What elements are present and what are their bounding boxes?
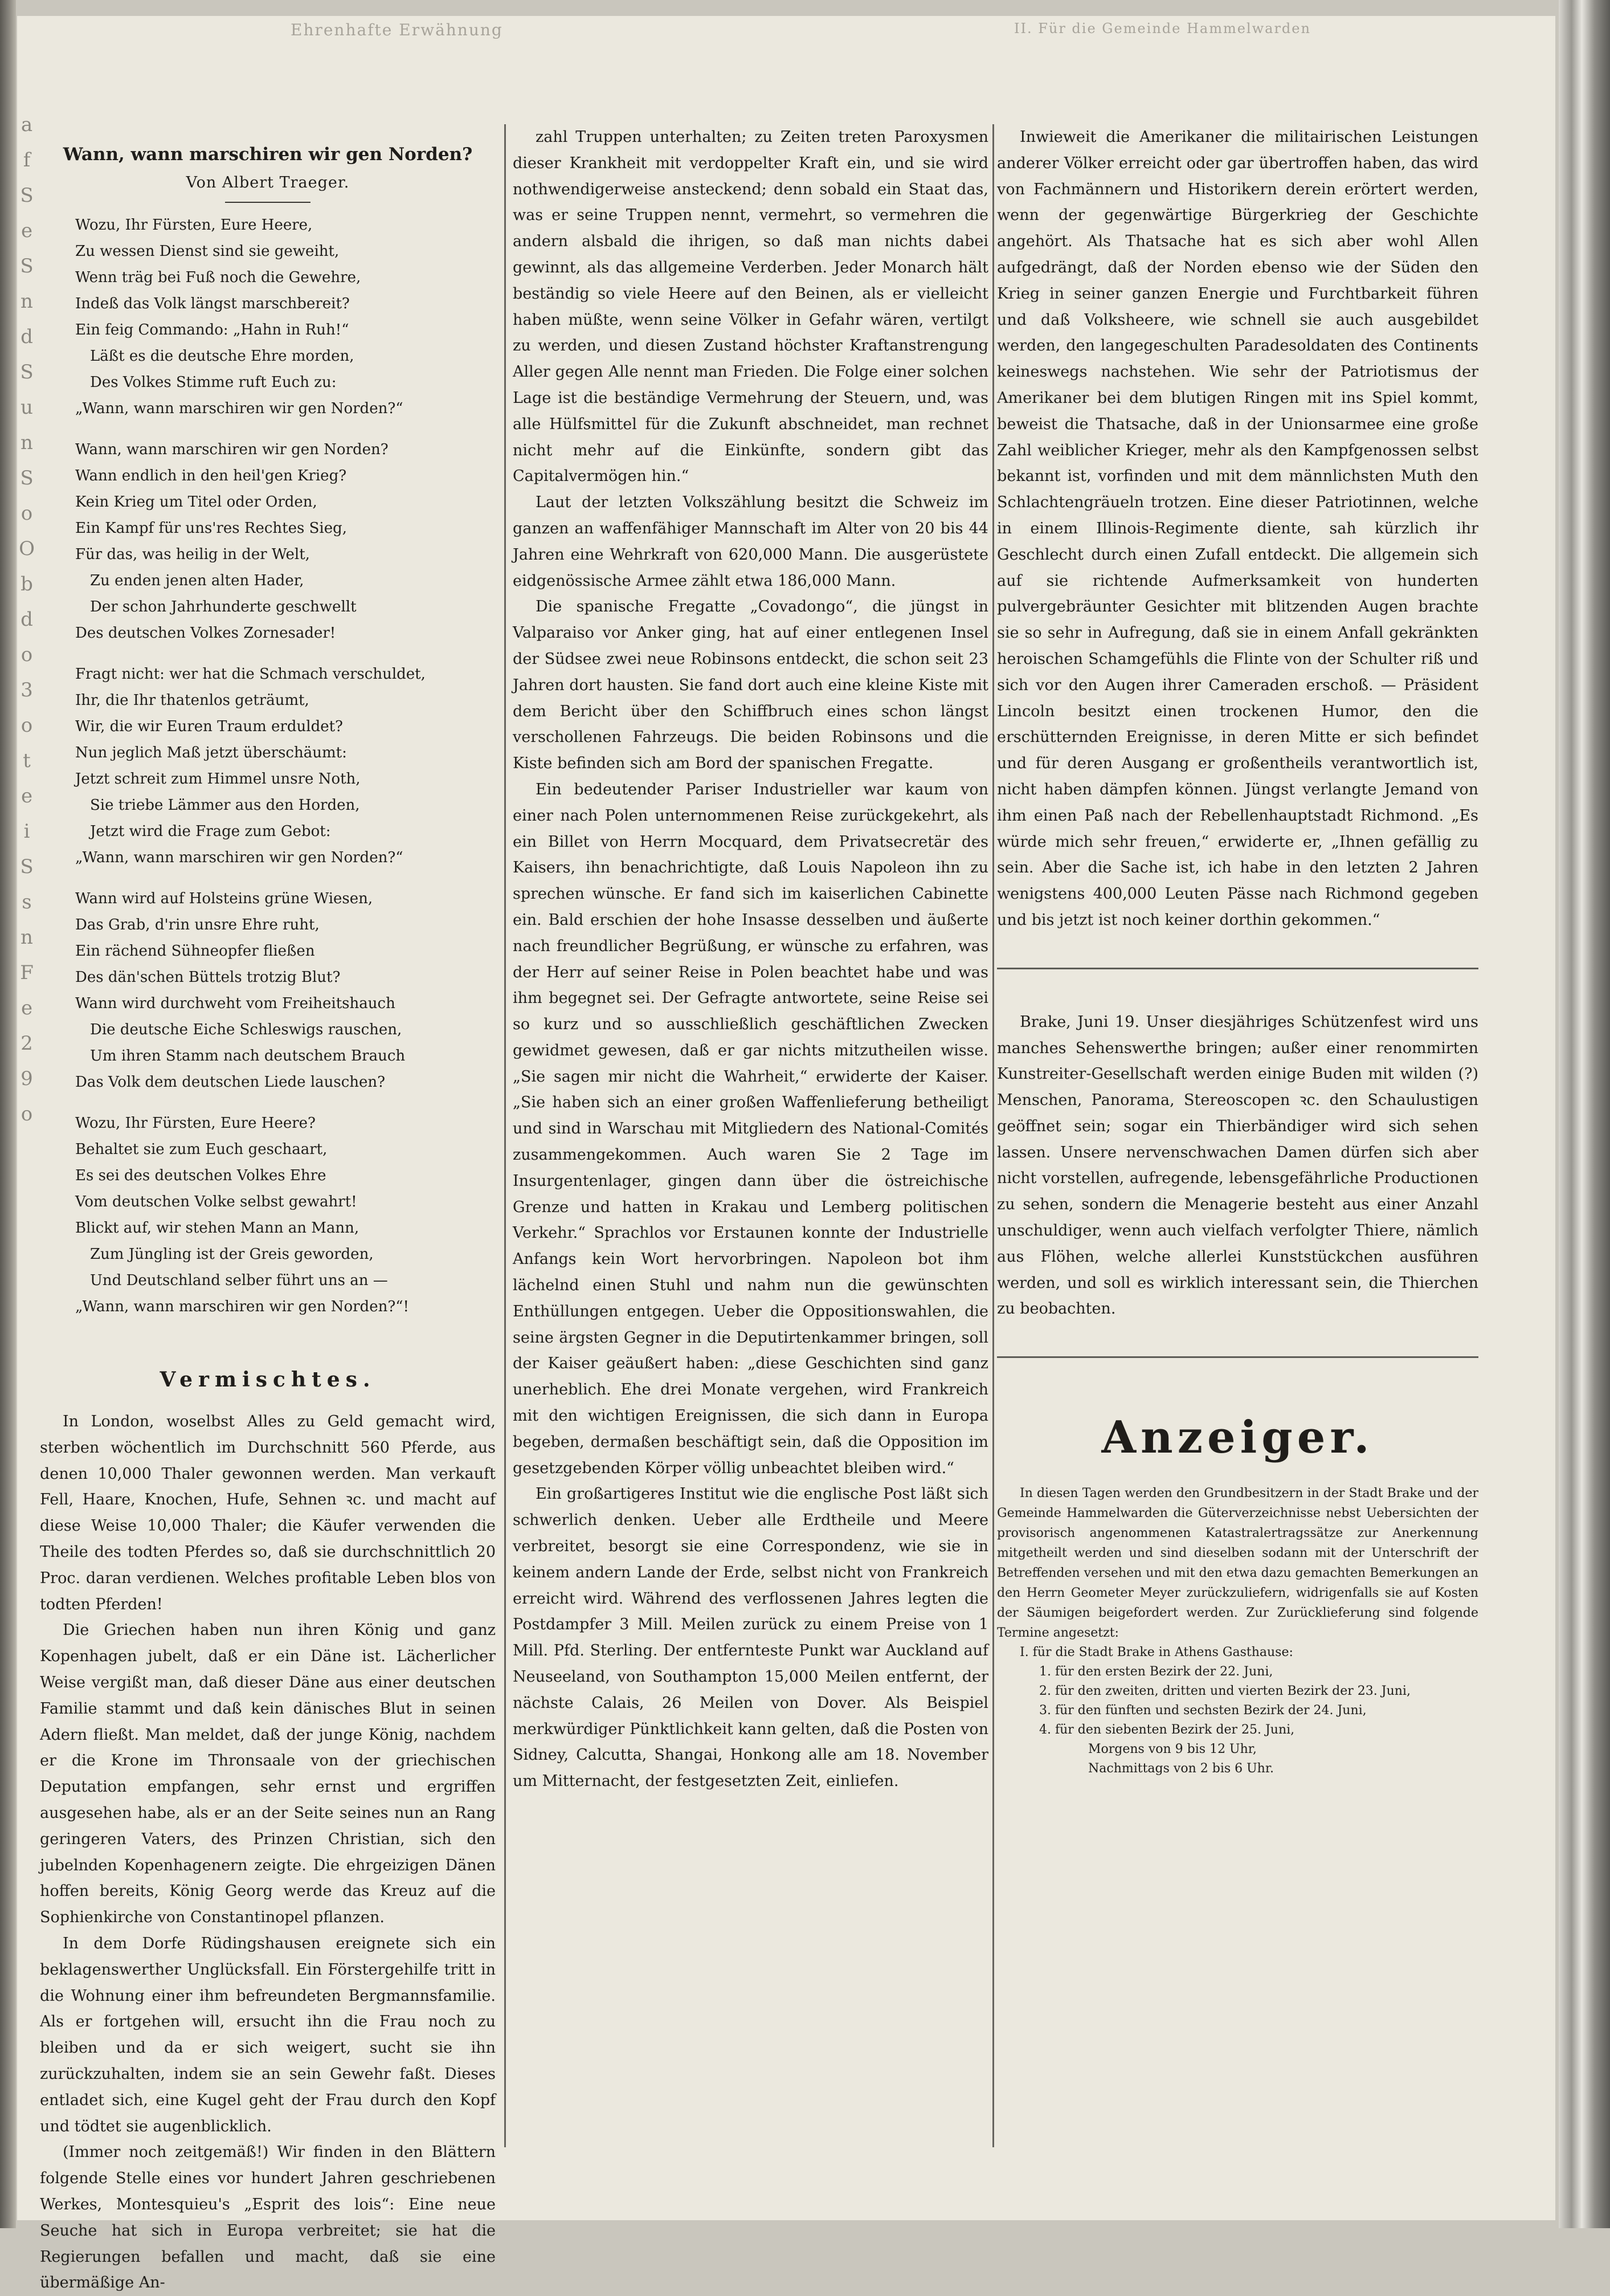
america-article [997,124,1478,933]
paragraph: In dem Dorfe Rüdingshausen ereignete sich ein beklagenswerther Unglücksfall. Ein Förstergehilfe tritt in die Wohnung einer ihm befreundeten Bergmannsfamilie. Als er fortgehen will, ersucht ihn die Frau noch zu bleiben und da er sich weigert, sucht sie ihn zurückzuhalten, indem sie an sein Gewehr faßt. Dieses entladet sich, eine Kugel geht der Frau durch den Kopf und tödtet sie augenblicklich. [40,1934,496,2135]
bleed-letter: n [21,290,33,313]
bleed-letter: u [21,396,33,419]
section-rule-1 [997,968,1478,969]
poem-body [40,212,496,1320]
bleed-letter: b [21,573,33,596]
poem-author: Von Albert Traeger. [186,174,350,191]
poem-line: Wozu, Ihr Fürsten, Eure Heere, [75,217,313,234]
paragraph: (Immer noch zeitgemäß!) Wir finden in den Blättern folgende Stelle eines vor hundert Jahren geschriebenen Werkes, Montesquieu's „Esprit des lois“: Eine neue Seuche hat sich in Europa verbreitet; sie hat die Regierungen befallen und macht, daß sie eine übermäßige An- [40,2143,496,2292]
paragraph: Laut der letzten Volkszählung besitzt die Schweiz im ganzen an waffenfähiger Mannschaft im Alter von 20 bis 44 Jahren eine Wehrkraft von 620,000 Mann. Die ausgerüstete eidgenössische Armee zählt etwa 186,000 Mann. [513,494,988,590]
poem-stanza [75,661,496,871]
poem-line: Wann endlich in den heil'gen Krieg? [75,467,347,484]
column-rule-left [504,124,506,2147]
bleed-letter: O [19,537,35,560]
bleed-letter: 9 [21,1067,33,1090]
poem-line: Ein Kampf für uns'res Rechtes Sieg, [75,520,348,537]
poem-line: Blickt auf, wir stehen Mann an Mann, [75,1220,359,1237]
schedule-line: Nachmittags von 2 bis 6 Uhr. [1088,1761,1274,1776]
schedule-line: I. für die Stadt Brake in Athens Gasthause: [1020,1645,1293,1660]
right-column [997,124,1478,1779]
paragraph: Inwieweit die Amerikaner die militairischen Leistungen anderer Völker erreicht oder gar übertroffen haben, das wird von Fachmännern und Historikern derein erörtert werden, wenn der gegenwärtige Bürgerkrieg der Geschichte angehört. Als Thatsache hat es sich aber wohl Allen aufgedrängt, daß der Norden ebenso wie der Süden den Krieg in seiner ganzen Energie und Furchtbarkeit führen und daß Volksheere, wie schnell sie auch ausgebildet werden, den langegeschulten Paradesoldaten des Continents keineswegs nachstehen. Wie sehr der Patriotismus der Amerikaner bei dem blutigen Ringen mit ins Spiel kommt, beweist die Thatsache, daß in der Unionsarmee eine große Zahl weiblicher Krieger, mehr als den Kampfgenossen selbst bekannt ist, vorfinden und mit dem männlichsten Muth den Schlachtengräueln trotzen. Eine dieser Patriotinnen, welche in einem Illinois-Regimente diente, sah kürzlich ihr Geschlecht durch einen Zufall entdeckt. Die allgemein sich auf sie richtende Aufmerksamkeit von hunderten pulvergebräunter Gesichter mit blitzenden Augen brachte sie so sehr in Aufregung, daß sie in einem Anfall gekränkten heroischen Schamgefühls die Flinte von der Schulter riß und sich vor den Augen ihrer Cameraden erschoß. — Präsident Lincoln besitzt einen trockenen Humor, den die erschütternden Ereignisse, in deren Mitte er sich befindet und für deren Ausgang er großentheils verantwortlich ist, nicht haben dämpfen können. Jüngst verlangte Jemand von ihm einen Paß nach der Rebellenhauptstadt Richmond. „Es würde mich sehr freuen,“ erwiderte er, „Ihnen gefällig zu sein. Aber die Sache ist, ich habe in den letzten 2 Jahren wenigstens 400,000 Leuten Pässe nach Richmond gegeben und bis jetzt ist noch keiner dorthin gekommen.“ [997,128,1478,929]
bleed-letter: n [21,431,33,454]
poem-line: Ihr, die Ihr thatenlos geträumt, [75,692,309,709]
show-through-header-left: Ehrenhafte Erwähnung [291,21,503,39]
schedule-line: 1. für den ersten Bezirk der 22. Juni, [1039,1665,1273,1679]
poem-line: Das Grab, d'rin unsre Ehre ruht, [75,916,320,933]
poem-line: Sie triebe Lämmer aus den Horden, [90,797,360,814]
schedule-line: Morgens von 9 bis 12 Uhr, [1088,1742,1257,1757]
left-margin-bleed [18,107,35,1190]
bleed-letter: f [23,149,31,172]
bleed-letter: a [21,113,33,136]
poem-line: Wann wird auf Holsteins grüne Wiesen, [75,890,373,907]
poem-line: „Wann, wann marschiren wir gen Norden?“ [75,400,403,417]
poem-line: „Wann, wann marschiren wir gen Norden?“ [75,849,403,866]
poem-line: Indeß das Volk längst marschbereit? [75,295,350,312]
book-spine-shadow [0,0,16,2228]
left-column [40,130,496,2296]
poem-line: Vom deutschen Volke selbst gewahrt! [75,1193,357,1210]
bleed-letter: e [21,219,33,242]
poem-stanza [75,886,496,1095]
poem-line: Wir, die wir Euren Traum erduldet? [75,718,343,735]
poem-line: Die deutsche Eiche Schleswigs rauschen, [90,1021,402,1038]
paragraph: zahl Truppen unterhalten; zu Zeiten treten Paroxysmen dieser Krankheit mit verdoppelter Kraft ein, und sie wird nothwendigerweise ansteckend; denn sobald ein Staat das, was er seine Truppen nennt, vermehrt, so vermehren die andern alsbald die ihrigen, so daß man nichts dabei gewinnt, als das allgemeine Verderben. Jeder Monarch hält beständig so viele Heere auf den Beinen, als er vielleicht haben müßte, wenn seine Völker in Gefahr wären, vertilgt zu werden, und diesen Zustand höchster Kraftanstrengung Aller gegen Alle nennt man Frieden. Die Folge einer solchen Lage ist die beständige Vermehrung der Steuern, und, was alle Hülfsmittel für die Zukunft abschneidet, man rechnet nicht mehr auf die Einkünfte, sondern gibt das Capitalvermögen hin.“ [513,128,988,486]
poem-line: Zum Jüngling ist der Greis geworden, [90,1246,374,1263]
bleed-letter: d [21,325,33,348]
bleed-letter: i [23,820,30,843]
poem-line: Um ihren Stamm nach deutschem Brauch [90,1047,406,1065]
schedule-line: 2. für den zweiten, dritten und vierten Bezirk der 23. Juni, [1039,1684,1411,1699]
bleed-letter: s [22,891,32,913]
paragraph: Ein großartigeres Institut wie die englische Post läßt sich schwerlich denken. Ueber alle Erdtheile und Meere verbreitet, besorgt sie eine Correspondenz, wie sie in keinem andern Lande der Erde, selbst nicht von Frankreich erreicht wird. Während des verflossenen Jahres legten die Postdampfer 3 Mill. Meilen zurück zu einem Preise von 1 Mill. Pfd. Sterling. Der entfernteste Punkt war Auckland auf Neuseeland, von Southampton 15,000 Meilen entfernt, der nächste Calais, 26 Meilen von Dover. Als Beispiel merkwürdiger Pünktlichkeit kann gelten, daß die Posten von Sidney, Calcutta, Shangai, Honkong alle am 18. November um Mitternacht, der festgesetzten Zeit, einliefen. [513,1485,988,1791]
poem-line: Das Volk dem deutschen Liede lauschen? [75,1074,386,1091]
anzeiger-notice [997,1483,1478,1643]
poem-line: Wozu, Ihr Fürsten, Eure Heere? [75,1115,316,1132]
poem-line: Ein feig Commando: „Hahn in Ruh!“ [75,321,349,339]
poem-stanza [75,1110,496,1320]
paragraph: Die spanische Fregatte „Covadongo“, die jüngst in Valparaiso vor Anker ging, hat auf einer entlegenen Insel der Südsee zwei neue Robinsons entdeckt, die schon seit 23 Jahren dort hausten. Sie fand dort auch eine kleine Kiste mit dem Bericht über den Schiffbruch eines schon längst verschollenen Fahrzeugs. Die beiden Robinsons und die Kiste befinden sich am Bord der spanischen Fregatte. [513,598,988,773]
schedule-line: 3. für den fünften und sechsten Bezirk der 24. Juni, [1039,1703,1367,1718]
poem-line: Für das, was heilig in der Welt, [75,546,310,563]
newspaper-page [17,16,1555,2292]
bleed-letter: S [20,361,34,384]
vermischtes-heading: Vermischtes. [160,1368,376,1392]
poem-line: Des dän'schen Büttels trotzig Blut? [75,969,341,986]
bleed-letter: S [20,255,34,278]
local-news-brake: Brake, Juni 19. Unser diesjähriges Schützenfest wird uns manches Sehenswerthe bringen; außer einer renommirten Kunstreiter-Gesellschaft werden einige Buden mit wilden (?) Menschen, Panorama, Stereoscopen ꝛc. den Schaulustigen geöffnet sein; sogar ein Thierbändiger wird sich sehen lassen. Unsere nervenschwachen Damen dürfen sich aber nicht vorstellen, aufregende, lebensgefährliche Productionen zu sehen, sondern die Menagerie besteht aus einer Anzahl unschuldiger, wenn auch vielfach verfolgter Thiere, nämlich aus Flöhen, welche allerlei Kunststückchen ausführen werden, und soll es wirklich interessant sein, die Thierchen zu beobachten. [997,1013,1478,1318]
paragraph: Ein bedeutender Pariser Industrieller war kaum von einer nach Polen unternommenen Reise zurückgekehrt, als ein Billet von Herrn Mocquard, dem Privatsecretär des Kaisers, ihn benachrichtigte, daß Louis Napoleon ihn zu sprechen wünsche. Er fand sich im kaiserlichen Cabinette ein. Bald erschien der hohe Insasse desselben und äußerte nach freundlicher Begrüßung, er wünsche zu erfahren, was der Herr auf seiner Reise in Polen beachtet habe und was ihm begegnet sei. Der Gefragte antwortete, seine Reise sei so kurz und so ausschließlich geschäftlichen Zwecken gewidmet gewesen, daß er gar nichts mitzutheilen wisse. „Sie sagen mir nicht die Wahrheit,“ erwiderte der Kaiser. „Sie haben sich an einer großen Waffenlieferung betheiligt und sind in Warschau mit Mitgliedern des National-Comités zusammengekommen. Auch waren Sie 2 Tage im Insurgentenlager, gingen dann über die östreichische Grenze und hatten in Krakau und Lemberg politischen Verkehr.“ Sprachlos vor Erstaunen konnte der Industrielle Anfangs kein Wort hervorbringen. Napoleon bot ihm lächelnd einen Stuhl und nahm nun die gewünschten Enthüllungen entgegen. Ueber die Oppositionswahlen, die seine ärgsten Gegner in die Deputirtenkammer bringen, soll der Kaiser geäußert haben: „diese Geschichten sind ganz unerheblich. Ehe drei Monate vergehen, wird Frankreich mit den wichtigen Ereignissen, die sich dann in Europa begeben, dermaßen beschäftigt sein, daß die Opposition im gesetzgebenden Körper völlig unbeachtet bleiben wird.“ [513,780,988,1477]
bleed-letter: S [20,467,34,490]
poem-line: Der schon Jahrhunderte geschwellt [90,598,357,615]
poem-line: Jetzt schreit zum Himmel unsre Noth, [75,770,361,788]
page-edge-stack [1559,0,1610,2228]
bleed-letter: 3 [21,679,33,702]
bleed-letter: F [20,961,34,984]
schedule-line: 4. für den siebenten Bezirk der 25. Juni, [1039,1723,1295,1738]
paragraph: In London, woselbst Alles zu Geld gemacht wird, sterben wöchentlich im Durchschnitt 560 Pferde, aus denen 10,000 Thaler gewonnen werden. Man verkauft Fell, Haare, Knochen, Hufe, Sehnen ꝛc. und macht auf diese Weise 10,000 Thaler; die Käufer verwenden die Theile des todten Pferdes so, daß sie durchschnittlich 20 Proc. daran verdienen. Welches profitable Leben blos von todten Pferden! [40,1413,496,1613]
middle-column-body [513,124,988,1795]
termine-schedule [1020,1643,1478,1779]
bleed-letter: S [20,855,34,878]
poem-line: Es sei des deutschen Volkes Ehre [75,1167,326,1184]
poem-line: Zu wessen Dienst sind sie geweiht, [75,243,340,260]
anzeiger-title: Anzeiger. [1101,1412,1374,1464]
bleed-letter: S [20,184,34,207]
poem-line: Des Volkes Stimme ruft Euch zu: [90,374,337,391]
poem-line: Und Deutschland selber führt uns an — [90,1272,388,1289]
bleed-letter: d [21,608,33,631]
bleed-letter: o [21,1103,33,1125]
bleed-letter: t [23,749,31,772]
vermischtes-body [40,1409,496,2296]
paragraph: Die Griechen haben nun ihren König und ganz Kopenhagen jubelt, daß er ein Däne ist. Lächerlicher Weise vergißt man, daß dieser Däne aus einer deutschen Familie stammt und daß kein dänisches Blut in seinen Adern fließt. Man meldet, daß der junge König, nachdem er die Krone im Thronsaale von der griechischen Deputation empfangen, sehr ernst und ergriffen ausgesehen habe, als er an der Seite seines nun an Rang geringeren Vaters, des Prinzen Christian, sich den jubelnden Kopenhagenern zeigte. Die ehrgeizigen Dänen hoffen bereits, König Georg werde das Kreuz auf die Sophienkirche von Constantinopel pflanzen. [40,1621,496,1927]
column-rule-right [992,124,994,2147]
middle-column [513,124,988,1795]
notice-text: In diesen Tagen werden den Grundbesitzern in der Stadt Brake und der Gemeinde Hammelwarden die Güterverzeichnisse nebst Uebersichten der provisorisch angenommenen Katastralertragssätze zur Anerkennung mitgetheilt werden und sind dieselben sodann mit der Unterschrift der Betreffenden versehen und mit den etwa dazu gemachten Bemerkungen an den Herrn Geometer Meyer zurückzuliefern, widrigenfalls sie auf Kosten der Säumigen beigefordert werden. Zur Zurücklieferung sind folgende Termine angesetzt: [997,1486,1478,1641]
poem-stanza [75,212,496,422]
bleed-letter: 2 [21,1032,33,1055]
poem-line: Wann, wann marschiren wir gen Norden? [75,441,389,458]
poem-line: Ein rächend Sühneopfer fließen [75,943,315,960]
poem-line: Kein Krieg um Titel oder Orden, [75,494,317,511]
bleed-letter: o [21,714,33,737]
poem-line: Jetzt wird die Frage zum Gebot: [90,823,331,840]
poem-stanza [75,437,496,646]
poem-line: Nun jeglich Maß jetzt überschäumt: [75,744,347,761]
poem-separator [225,202,310,203]
poem-line: Zu enden jenen alten Hader, [90,572,304,589]
bleed-letter: o [21,502,33,525]
section-rule-2 [997,1356,1478,1358]
poem-line: Wenn träg bei Fuß noch die Gewehre, [75,269,361,286]
poem-line: Behaltet sie zum Euch geschaart, [75,1141,328,1158]
bleed-letter: n [21,926,33,949]
poem-line: Läßt es die deutsche Ehre morden, [90,348,354,365]
poem-line: Wann wird durchweht vom Freiheitshauch [75,995,395,1012]
poem-line: „Wann, wann marschiren wir gen Norden?“! [75,1298,410,1315]
bleed-letter: o [21,643,33,666]
poem-title: Wann, wann marschiren wir gen Norden? [63,144,473,165]
show-through-header-right: II. Für die Gemeinde Hammelwarden [1014,21,1311,36]
bleed-letter: e [21,785,33,808]
poem-line: Fragt nicht: wer hat die Schmach verschuldet, [75,666,426,683]
poem-line: Des deutschen Volkes Zornesader! [75,625,336,642]
bleed-letter: e [21,997,33,1019]
